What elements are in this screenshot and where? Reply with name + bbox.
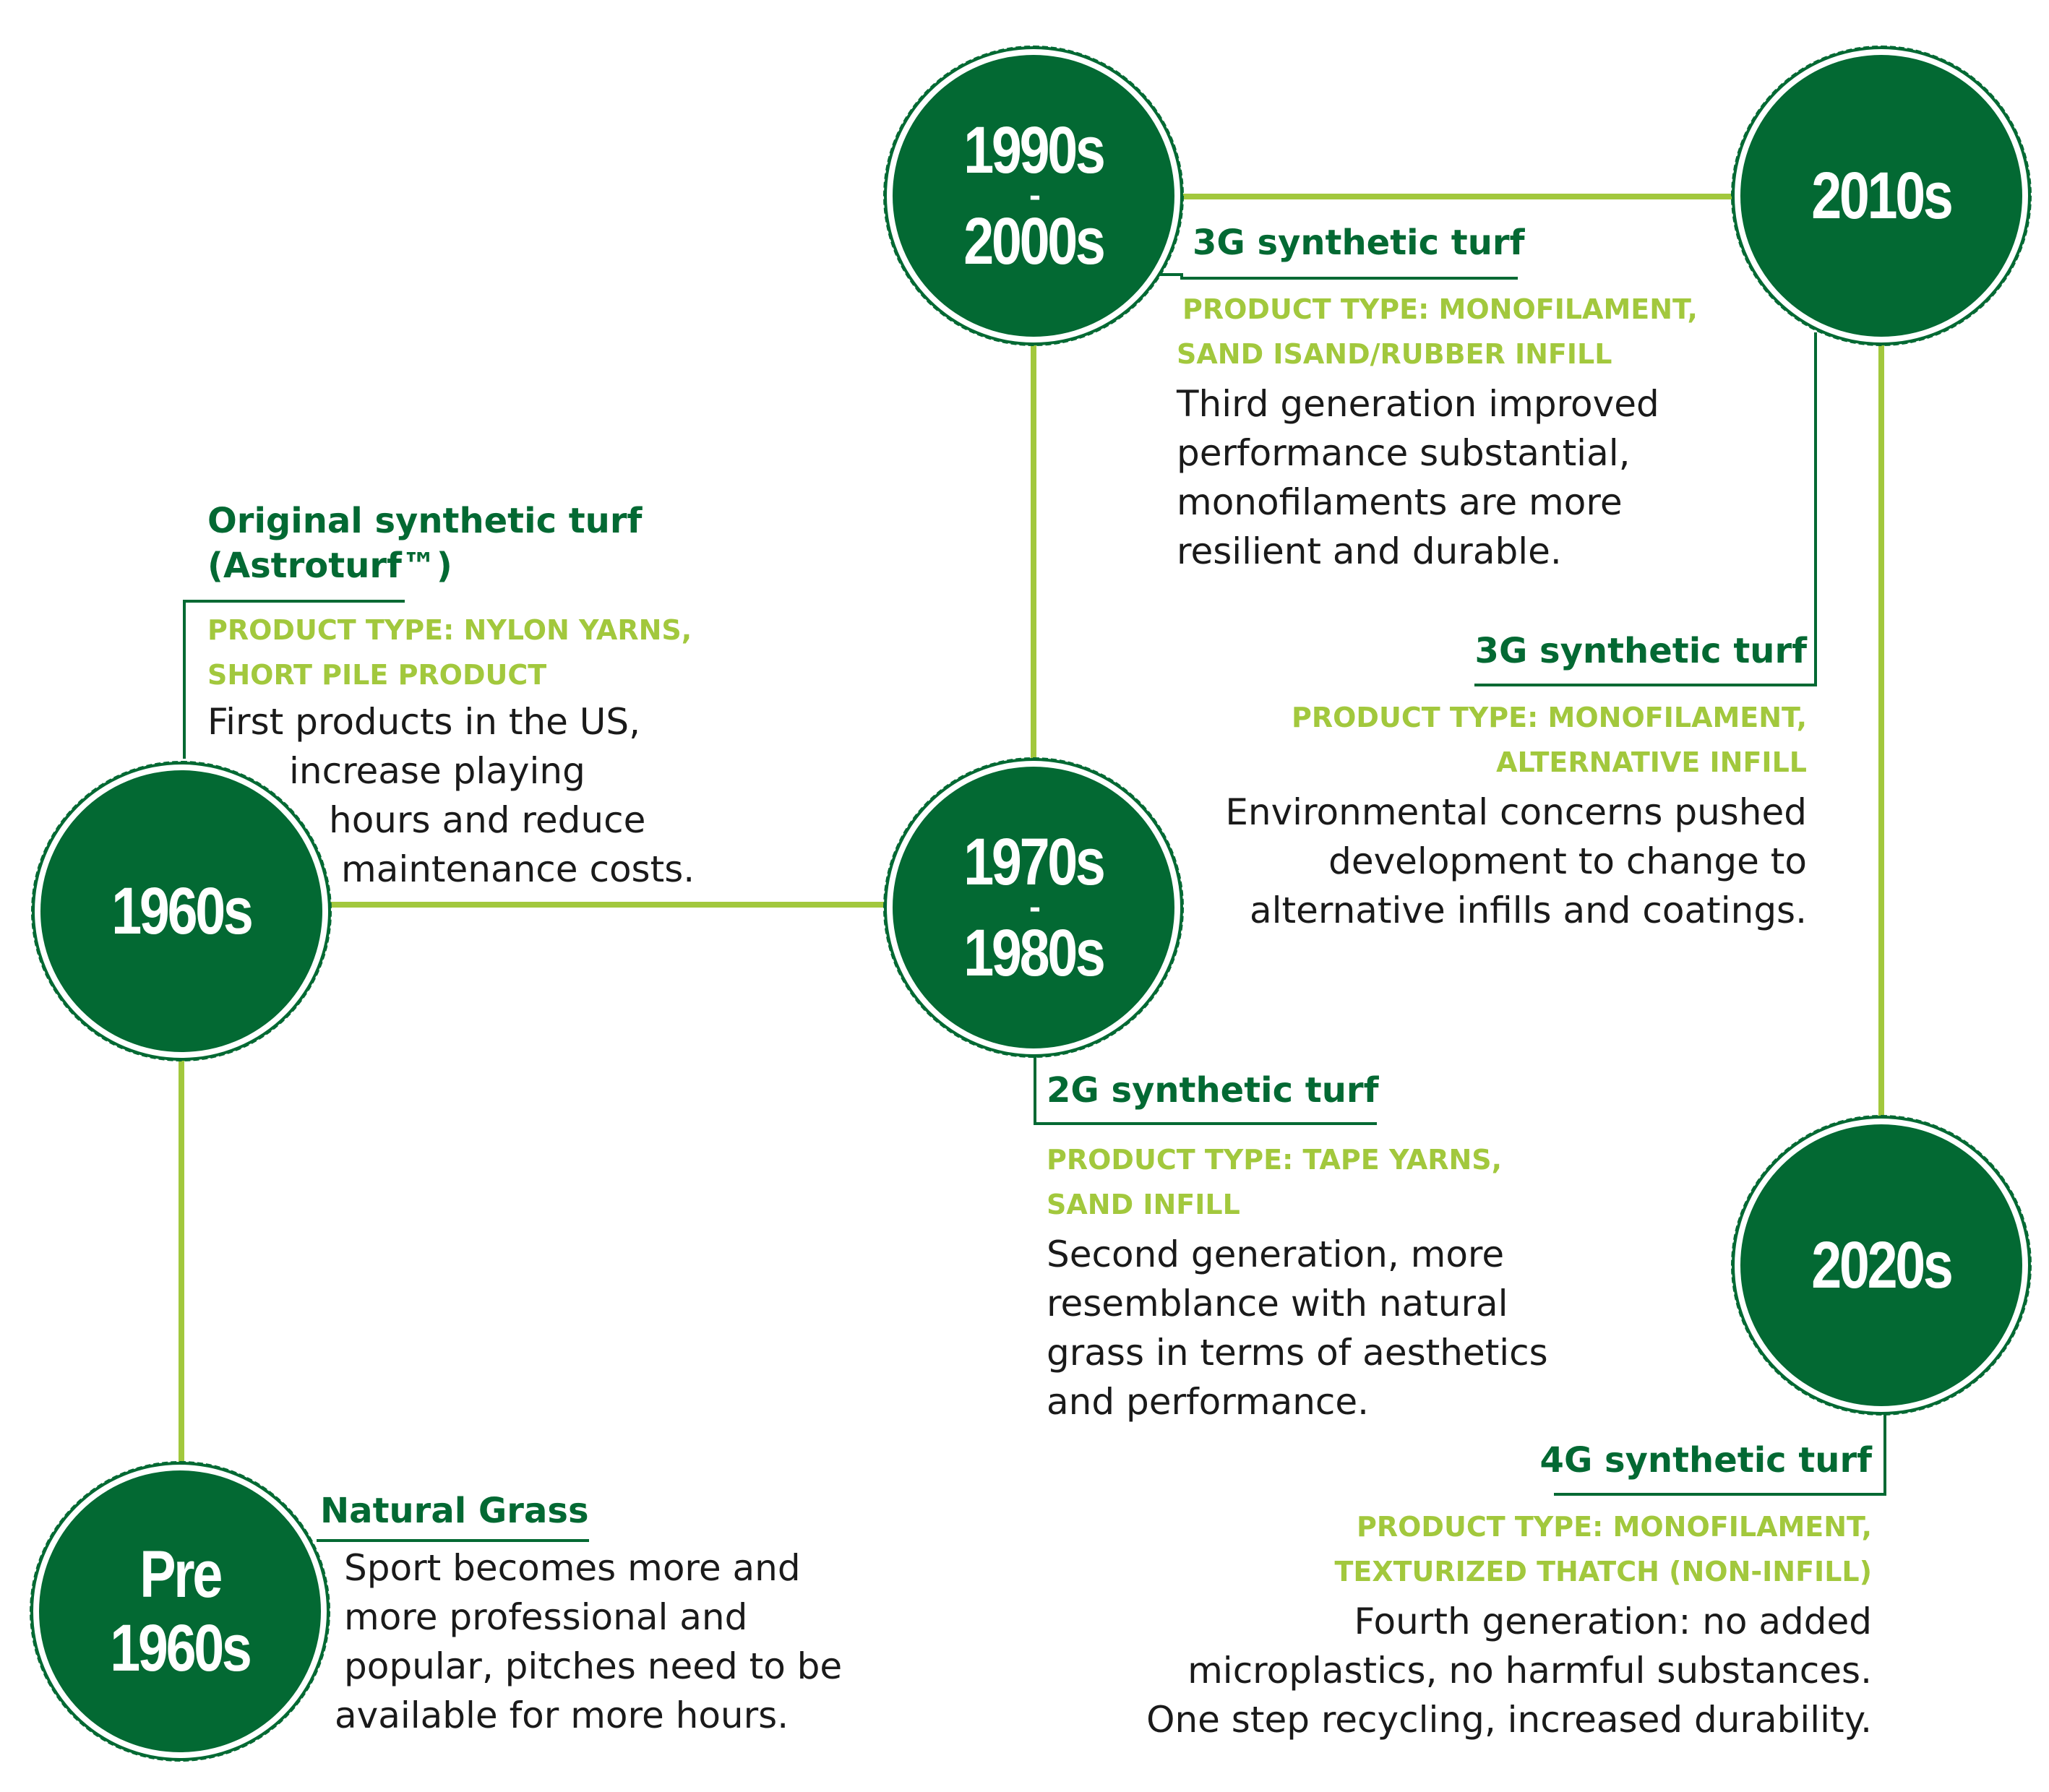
desc-line: maintenance costs. — [341, 848, 695, 890]
card-original — [207, 499, 757, 894]
card-3g-top-ptype-line2: SAND ISAND/RUBBER INFILL — [1177, 338, 1612, 371]
card-original-title-line1: Original synthetic turf — [207, 501, 643, 541]
card-original-desc — [207, 697, 757, 894]
card-3g-top — [1177, 220, 1755, 576]
card-original-ptype-line2: SHORT PILE PRODUCT — [207, 658, 547, 691]
desc-line: performance substantial, — [1177, 432, 1631, 475]
card-4g-ptype-line1: PRODUCT TYPE: MONOFILAMENT, — [1357, 1511, 1872, 1543]
node-pre1960s-line1: Pre — [139, 1538, 220, 1611]
card-4g-desc — [1127, 1597, 1872, 1744]
card-original-ptype-line1: PRODUCT TYPE: NYLON YARNS, — [207, 613, 692, 646]
card-natural-grass-desc — [320, 1543, 869, 1740]
card-3g-right — [1178, 629, 1807, 935]
desc-line: popular, pitches need to be — [344, 1645, 843, 1688]
node-1990s-line2: 2000s — [963, 204, 1104, 278]
node-1990s-dash: - — [1029, 176, 1038, 215]
card-original-title-line2: (Astroturf™) — [207, 546, 452, 587]
node-1990s-line1: 1990s — [963, 113, 1104, 188]
desc-line: increase playing — [289, 749, 585, 792]
node-pre1960s-line2: 1960s — [110, 1611, 250, 1685]
desc-line: Second generation, more — [1047, 1233, 1505, 1276]
card-3g-right-ptype-line2: ALTERNATIVE INFILL — [1496, 746, 1807, 779]
node-1960s-line1: 1960s — [111, 874, 252, 948]
card-natural-grass — [320, 1489, 869, 1740]
desc-line: One step recycling, increased durability. — [1146, 1699, 1872, 1741]
desc-line: development to change to — [1328, 840, 1807, 883]
card-2g-ptype-line1: PRODUCT TYPE: TAPE YARNS, — [1047, 1144, 1503, 1176]
desc-line: resilient and durable. — [1177, 530, 1562, 573]
node-2010s-line1: 2010s — [1811, 159, 1951, 233]
card-3g-right-ptype-line1: PRODUCT TYPE: MONOFILAMENT, — [1292, 702, 1807, 734]
card-3g-right-desc — [1178, 788, 1807, 935]
desc-line: resemblance with natural — [1047, 1283, 1508, 1325]
card-natural-grass-title: Natural Grass — [320, 1491, 589, 1531]
node-2020s-line1: 2020s — [1811, 1228, 1951, 1302]
node-2020s — [1740, 1124, 2022, 1406]
desc-line: alternative infills and coatings. — [1250, 889, 1807, 932]
desc-line: First products in the US, — [207, 700, 641, 743]
card-2g-ptype-line2: SAND INFILL — [1047, 1189, 1240, 1221]
card-3g-top-title: 3G synthetic turf — [1193, 223, 1525, 263]
desc-line: Sport becomes more and — [344, 1547, 801, 1590]
node-1970s-dash: - — [1029, 888, 1038, 927]
desc-line: more professional and — [344, 1596, 748, 1639]
node-1970s — [893, 767, 1174, 1048]
card-3g-top-desc — [1177, 379, 1755, 576]
desc-line: microplastics, no harmful substances. — [1187, 1650, 1872, 1692]
node-1990s — [893, 55, 1174, 337]
desc-line: available for more hours. — [335, 1694, 789, 1737]
card-4g-title: 4G synthetic turf — [1539, 1440, 1872, 1481]
node-1970s-line2: 1980s — [963, 916, 1104, 990]
node-1970s-line1: 1970s — [963, 825, 1104, 900]
desc-line: Environmental concerns pushed — [1225, 791, 1807, 834]
node-2010s — [1740, 55, 2022, 337]
desc-line: and performance. — [1047, 1381, 1370, 1423]
card-3g-right-title: 3G synthetic turf — [1474, 631, 1807, 671]
card-4g-ptype-line2: TEXTURIZED THATCH (NON-INFILL) — [1334, 1556, 1872, 1588]
card-4g — [1127, 1438, 1872, 1744]
desc-line: Third generation improved — [1177, 383, 1659, 426]
desc-line: grass in terms of aesthetics — [1047, 1332, 1548, 1374]
node-pre1960s — [39, 1470, 321, 1752]
card-2g-desc — [1047, 1230, 1596, 1426]
card-2g-title: 2G synthetic turf — [1047, 1070, 1379, 1111]
card-3g-top-ptype-line1: PRODUCT TYPE: MONOFILAMENT, — [1182, 293, 1698, 326]
card-2g — [1047, 1068, 1596, 1426]
desc-line: monofilaments are more — [1177, 481, 1623, 524]
desc-line: Fourth generation: no added — [1354, 1601, 1872, 1643]
desc-line: hours and reduce — [329, 798, 646, 841]
